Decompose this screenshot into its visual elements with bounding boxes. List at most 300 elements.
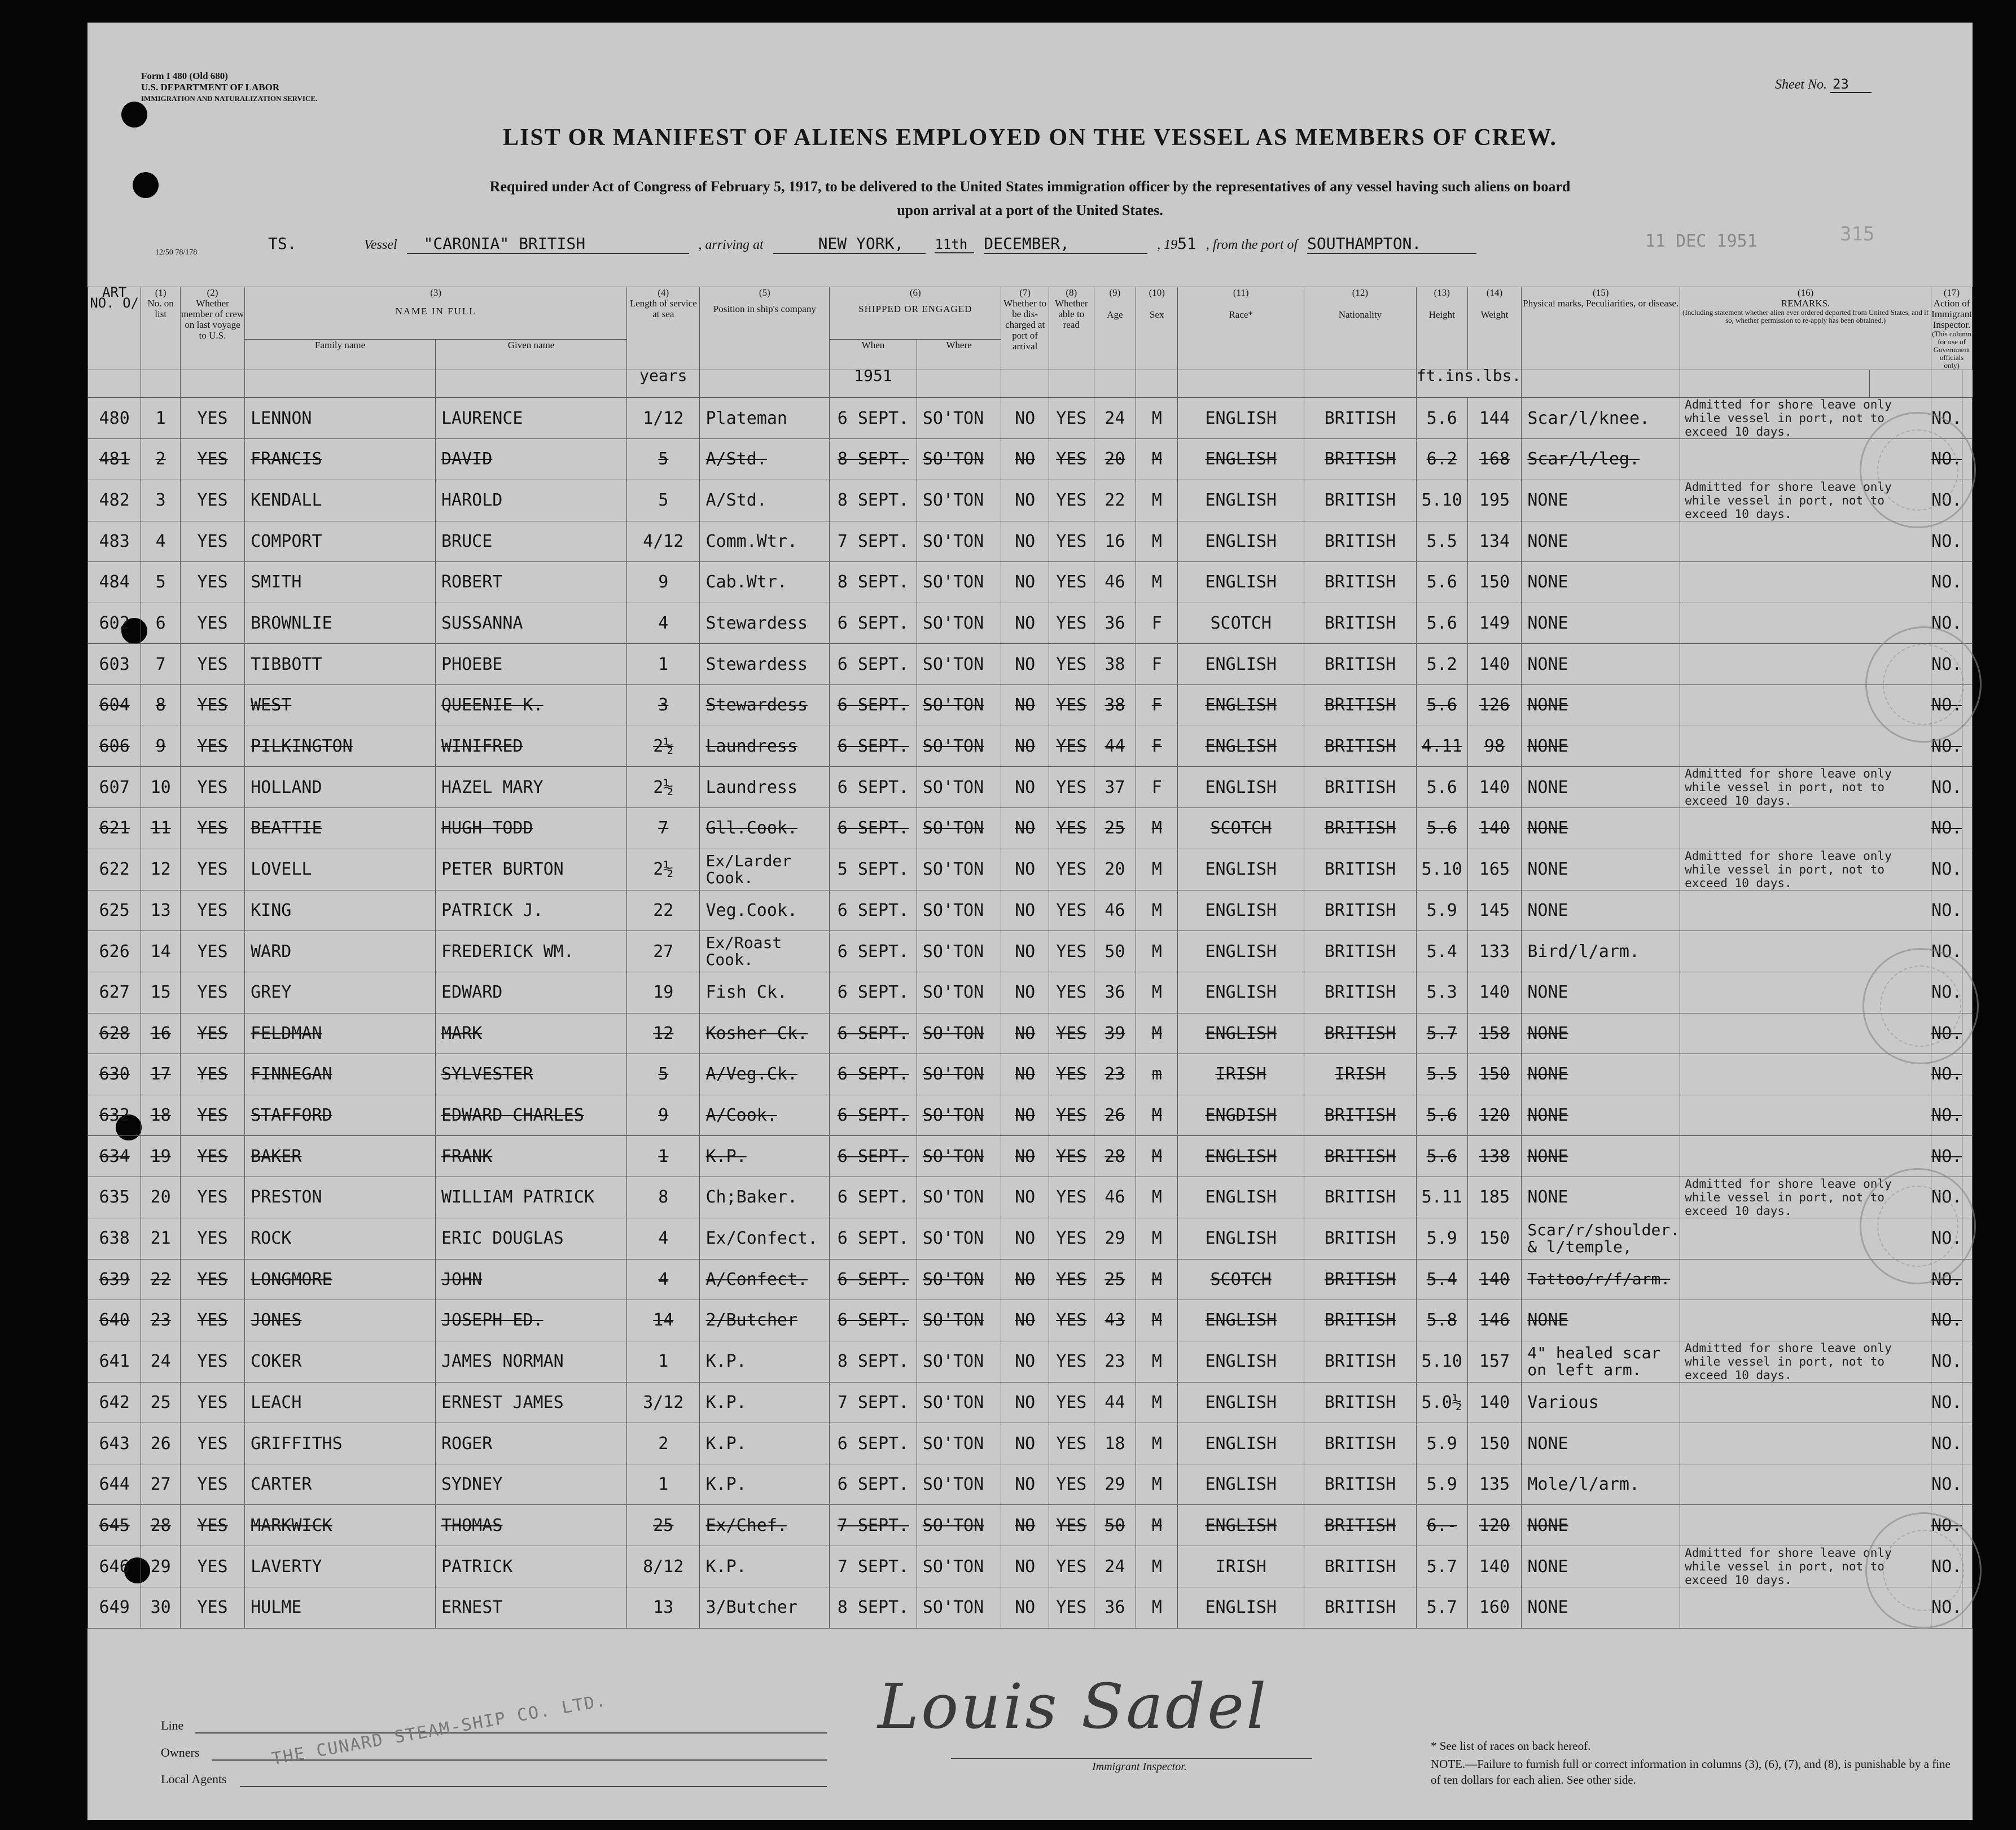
header-crew-member: (2) Whether member of crew on last voyage to U.S. xyxy=(180,287,244,370)
cell-able-to-read: YES xyxy=(1049,439,1094,480)
cell-inspector-action: NO. xyxy=(1931,767,1962,808)
cell-nationality: BRITISH xyxy=(1304,726,1416,767)
cell-shipped-when: 6 SEPT. xyxy=(830,1218,917,1259)
cell-age: 20 xyxy=(1094,849,1136,890)
department: U.S. DEPARTMENT OF LABOR xyxy=(141,82,280,93)
cell-blank xyxy=(1962,398,1973,439)
cell-art-no: 638 xyxy=(88,1218,141,1259)
cell-inspector-action: NO. xyxy=(1931,972,1962,1013)
cell-age: 36 xyxy=(1094,1587,1136,1629)
cell-given-name: SYDNEY xyxy=(435,1464,626,1505)
cell-position: Plateman xyxy=(700,398,830,439)
cell-weight: 168 xyxy=(1467,439,1522,480)
cell-family-name: GREY xyxy=(245,972,436,1013)
cell-sex: M xyxy=(1136,1259,1178,1300)
cell-age: 16 xyxy=(1094,521,1136,562)
cell-sex: M xyxy=(1136,890,1178,931)
cell-given-name: WINIFRED xyxy=(435,726,626,767)
cell-weight: 157 xyxy=(1467,1341,1522,1382)
cell-height: 5.10 xyxy=(1416,1341,1467,1382)
cell-able-to-read: YES xyxy=(1049,644,1094,685)
cell-position: Fish Ck. xyxy=(700,972,830,1013)
cell-nationality: BRITISH xyxy=(1304,1546,1416,1587)
table-row xyxy=(88,684,1973,726)
cell-age: 44 xyxy=(1094,726,1136,767)
cell-service-length: 2½ xyxy=(627,726,700,767)
cell-discharged: NO xyxy=(1001,1218,1049,1259)
cell-height: 5.0½ xyxy=(1416,1382,1467,1423)
cell-crew-member: YES xyxy=(180,521,244,562)
vessel-name: "CARONIA" BRITISH xyxy=(407,234,689,254)
cell-service-length: 5 xyxy=(627,439,700,480)
cell-position: K.P. xyxy=(700,1341,830,1382)
cell-inspector-action: NO. xyxy=(1931,1177,1962,1218)
cell-blank xyxy=(1962,1382,1973,1423)
cell-discharged: NO xyxy=(1001,1013,1049,1054)
cell-physical-marks: NONE xyxy=(1522,1505,1680,1546)
cell-weight: 185 xyxy=(1467,1177,1522,1218)
cell-race: ENGLISH xyxy=(1178,849,1304,890)
cell-position: Ch;Baker. xyxy=(700,1177,830,1218)
cell-shipped-when: 6 SEPT. xyxy=(830,1013,917,1054)
cell-list-no: 27 xyxy=(141,1464,181,1505)
cell-given-name: ROBERT xyxy=(435,562,626,603)
cell-position: Ex/Roast Cook. xyxy=(700,931,830,972)
cell-service-length: 19 xyxy=(627,972,700,1013)
cell-blank xyxy=(1962,1095,1973,1136)
cell-age: 20 xyxy=(1094,439,1136,480)
header-race: (11) Race* xyxy=(1178,287,1304,370)
cell-blank xyxy=(1962,603,1973,644)
cell-weight: 126 xyxy=(1467,684,1522,726)
cell-discharged: NO xyxy=(1001,521,1049,562)
cell-shipped-where: SO'TON xyxy=(917,1013,1001,1054)
cell-sex: M xyxy=(1136,1177,1178,1218)
cell-inspector-action: NO. xyxy=(1931,521,1962,562)
cell-given-name: SUSSANNA xyxy=(435,603,626,644)
cell-weight: 195 xyxy=(1467,480,1522,521)
cell-position: Comm.Wtr. xyxy=(700,521,830,562)
cell-able-to-read: YES xyxy=(1049,684,1094,726)
cell-shipped-when: 6 SEPT. xyxy=(830,398,917,439)
cell-shipped-where: SO'TON xyxy=(917,1505,1001,1546)
cell-crew-member: YES xyxy=(180,1259,244,1300)
cell-position: K.P. xyxy=(700,1546,830,1587)
cell-race: ENGLISH xyxy=(1178,890,1304,931)
subtitle-line-1: Required under Act of Congress of February 5, 1917, to be delivered to the United States immigration officer by the representatives of any vessel having such aliens on board xyxy=(489,178,1571,195)
form-number: Form I 480 (Old 680) xyxy=(141,71,228,81)
cell-nationality: BRITISH xyxy=(1304,890,1416,931)
cell-crew-member: YES xyxy=(180,849,244,890)
cell-shipped-where: SO'TON xyxy=(917,808,1001,849)
cell-sex: M xyxy=(1136,1218,1178,1259)
table-row xyxy=(88,1546,1973,1587)
cell-art-no: 628 xyxy=(88,1013,141,1054)
cell-race: ENGLISH xyxy=(1178,931,1304,972)
cell-inspector-action: NO. xyxy=(1931,1095,1962,1136)
cell-position: Stewardess xyxy=(700,644,830,685)
cell-able-to-read: YES xyxy=(1049,480,1094,521)
cell-sex: M xyxy=(1136,808,1178,849)
cell-shipped-when: 8 SEPT. xyxy=(830,562,917,603)
cell-inspector-action: NO. xyxy=(1931,1341,1962,1382)
cell-art-no: 622 xyxy=(88,849,141,890)
cell-shipped-when: 8 SEPT. xyxy=(830,1587,917,1629)
cell-service-length: 5 xyxy=(627,1054,700,1095)
cell-given-name: DAVID xyxy=(435,439,626,480)
cell-height: 5.10 xyxy=(1416,480,1467,521)
cell-height: 6.- xyxy=(1416,1505,1467,1546)
cell-weight: 120 xyxy=(1467,1095,1522,1136)
cell-sex: M xyxy=(1136,1423,1178,1464)
cell-service-length: 2½ xyxy=(627,849,700,890)
cell-race: ENGDISH xyxy=(1178,1095,1304,1136)
cell-age: 46 xyxy=(1094,890,1136,931)
cell-given-name: HUGH TODD xyxy=(435,808,626,849)
table-row xyxy=(88,398,1973,439)
cell-age: 28 xyxy=(1094,1136,1136,1177)
cell-crew-member: YES xyxy=(180,398,244,439)
cell-shipped-where: SO'TON xyxy=(917,1300,1001,1341)
cell-physical-marks: NONE xyxy=(1522,1546,1680,1587)
cell-height: 5.6 xyxy=(1416,1095,1467,1136)
table-row xyxy=(88,1464,1973,1505)
cell-sex: M xyxy=(1136,1136,1178,1177)
cell-sex: M xyxy=(1136,521,1178,562)
table-row xyxy=(88,849,1973,890)
cell-blank xyxy=(1962,1259,1973,1300)
cell-given-name: FREDERICK WM. xyxy=(435,931,626,972)
cell-physical-marks: 4" healed scar on left arm. xyxy=(1522,1341,1680,1382)
cell-race: ENGLISH xyxy=(1178,562,1304,603)
cell-race: ENGLISH xyxy=(1178,1013,1304,1054)
cell-position: Stewardess xyxy=(700,603,830,644)
cell-crew-member: YES xyxy=(180,1505,244,1546)
cell-service-length: 2 xyxy=(627,1423,700,1464)
cell-list-no: 19 xyxy=(141,1136,181,1177)
cell-position: Ex/Chef. xyxy=(700,1505,830,1546)
cell-race: ENGLISH xyxy=(1178,1218,1304,1259)
cell-physical-marks: NONE xyxy=(1522,521,1680,562)
cell-inspector-action: NO. xyxy=(1931,398,1962,439)
cell-nationality: BRITISH xyxy=(1304,644,1416,685)
cell-art-no: 639 xyxy=(88,1259,141,1300)
cell-discharged: NO xyxy=(1001,1423,1049,1464)
cell-position: Ex/Confect. xyxy=(700,1218,830,1259)
cell-blank xyxy=(1962,808,1973,849)
cell-art-no: 644 xyxy=(88,1464,141,1505)
inspector-signature-line xyxy=(951,1758,1312,1759)
cell-race: ENGLISH xyxy=(1178,644,1304,685)
cell-weight: 140 xyxy=(1467,644,1522,685)
cell-family-name: MARKWICK xyxy=(245,1505,436,1546)
cell-physical-marks: NONE xyxy=(1522,1095,1680,1136)
cell-shipped-where: SO'TON xyxy=(917,726,1001,767)
cell-art-no: 649 xyxy=(88,1587,141,1629)
cell-shipped-where: SO'TON xyxy=(917,1259,1001,1300)
cell-crew-member: YES xyxy=(180,439,244,480)
cell-physical-marks: NONE xyxy=(1522,767,1680,808)
cell-shipped-when: 6 SEPT. xyxy=(830,1177,917,1218)
cell-inspector-action: NO. xyxy=(1931,1300,1962,1341)
cell-weight: 140 xyxy=(1467,972,1522,1013)
cell-weight: 133 xyxy=(1467,931,1522,972)
cell-race: SCOTCH xyxy=(1178,1259,1304,1300)
cell-discharged: NO xyxy=(1001,1054,1049,1095)
cell-shipped-when: 6 SEPT. xyxy=(830,1136,917,1177)
cell-physical-marks: NONE xyxy=(1522,849,1680,890)
cell-family-name: PRESTON xyxy=(245,1177,436,1218)
cell-discharged: NO xyxy=(1001,1382,1049,1423)
cell-physical-marks: NONE xyxy=(1522,1423,1680,1464)
page-title: LIST OR MANIFEST OF ALIENS EMPLOYED ON THE VESSEL AS MEMBERS OF CREW. xyxy=(503,125,1557,151)
page-subtitle xyxy=(87,175,1973,222)
cell-family-name: COKER xyxy=(245,1341,436,1382)
cell-shipped-when: 6 SEPT. xyxy=(830,1464,917,1505)
cell-blank xyxy=(1962,767,1973,808)
cell-able-to-read: YES xyxy=(1049,931,1094,972)
cell-height: 6.2 xyxy=(1416,439,1467,480)
cell-nationality: BRITISH xyxy=(1304,1177,1416,1218)
cell-crew-member: YES xyxy=(180,1546,244,1587)
cell-height: 5.6 xyxy=(1416,684,1467,726)
cell-list-no: 2 xyxy=(141,439,181,480)
cell-given-name: QUEENIE K. xyxy=(435,684,626,726)
cell-service-length: 22 xyxy=(627,890,700,931)
header-able-to-read: (8) Whether able to read xyxy=(1049,287,1094,370)
cell-given-name: PETER BURTON xyxy=(435,849,626,890)
cell-sex: M xyxy=(1136,562,1178,603)
table-row xyxy=(88,808,1973,849)
agents-field xyxy=(240,1786,827,1787)
cell-discharged: NO xyxy=(1001,1464,1049,1505)
cell-shipped-when: 6 SEPT. xyxy=(830,644,917,685)
cell-discharged: NO xyxy=(1001,1300,1049,1341)
cell-crew-member: YES xyxy=(180,726,244,767)
cell-weight: 138 xyxy=(1467,1136,1522,1177)
cell-shipped-where: SO'TON xyxy=(917,972,1001,1013)
cell-service-length: 3/12 xyxy=(627,1382,700,1423)
cell-able-to-read: YES xyxy=(1049,1095,1094,1136)
cell-height: 5.4 xyxy=(1416,1259,1467,1300)
table-row xyxy=(88,1382,1973,1423)
year-suffix: 51 xyxy=(1177,234,1197,253)
line-field xyxy=(195,1732,827,1734)
cell-weight: 150 xyxy=(1467,562,1522,603)
cell-crew-member: YES xyxy=(180,1095,244,1136)
cell-race: ENGLISH xyxy=(1178,972,1304,1013)
cell-sex: M xyxy=(1136,1095,1178,1136)
cell-position: Veg.Cook. xyxy=(700,890,830,931)
cell-discharged: NO xyxy=(1001,603,1049,644)
cell-physical-marks: Various xyxy=(1522,1382,1680,1423)
cell-shipped-when: 7 SEPT. xyxy=(830,521,917,562)
cell-position: K.P. xyxy=(700,1464,830,1505)
header-art-no: ART NO. O/ xyxy=(88,287,141,370)
cell-given-name: PATRICK J. xyxy=(435,890,626,931)
cell-discharged: NO xyxy=(1001,480,1049,521)
cell-list-no: 20 xyxy=(141,1177,181,1218)
cell-shipped-where: SO'TON xyxy=(917,480,1001,521)
cell-crew-member: YES xyxy=(180,1382,244,1423)
cell-sex: M xyxy=(1136,1382,1178,1423)
cell-given-name: EDWARD CHARLES xyxy=(435,1095,626,1136)
cell-shipped-when: 6 SEPT. xyxy=(830,603,917,644)
cell-able-to-read: YES xyxy=(1049,1505,1094,1546)
subtitle-line-2: upon arrival at a port of the United States. xyxy=(897,202,1163,218)
cell-list-no: 3 xyxy=(141,480,181,521)
cell-shipped-where: SO'TON xyxy=(917,684,1001,726)
cell-weight: 165 xyxy=(1467,849,1522,890)
cell-able-to-read: YES xyxy=(1049,521,1094,562)
cell-physical-marks: NONE xyxy=(1522,562,1680,603)
cell-inspector-action: NO. xyxy=(1931,1054,1962,1095)
unit-year: 1951 xyxy=(830,370,917,398)
cell-physical-marks: Scar/l/leg. xyxy=(1522,439,1680,480)
cell-art-no: 604 xyxy=(88,684,141,726)
cell-remarks xyxy=(1680,562,1931,603)
cell-age: 24 xyxy=(1094,398,1136,439)
cell-nationality: BRITISH xyxy=(1304,1300,1416,1341)
cell-inspector-action: NO. xyxy=(1931,562,1962,603)
from-port: SOUTHAMPTON. xyxy=(1307,234,1476,254)
cell-service-length: 4/12 xyxy=(627,521,700,562)
cell-weight: 120 xyxy=(1467,1505,1522,1546)
cell-crew-member: YES xyxy=(180,1464,244,1505)
cell-age: 37 xyxy=(1094,767,1136,808)
cell-position: Laundress xyxy=(700,767,830,808)
cell-shipped-when: 5 SEPT. xyxy=(830,849,917,890)
cell-given-name: JAMES NORMAN xyxy=(435,1341,626,1382)
cell-list-no: 23 xyxy=(141,1300,181,1341)
cell-service-length: 3 xyxy=(627,684,700,726)
header-row-top xyxy=(88,287,1973,340)
cell-nationality: BRITISH xyxy=(1304,480,1416,521)
cell-given-name: ERIC DOUGLAS xyxy=(435,1218,626,1259)
cell-shipped-when: 6 SEPT. xyxy=(830,972,917,1013)
cell-inspector-action: NO. xyxy=(1931,1505,1962,1546)
cell-nationality: BRITISH xyxy=(1304,1423,1416,1464)
cell-inspector-action: NO. xyxy=(1931,1587,1962,1629)
cell-discharged: NO xyxy=(1001,562,1049,603)
cell-service-length: 25 xyxy=(627,1505,700,1546)
cell-physical-marks: Mole/l/arm. xyxy=(1522,1464,1680,1505)
cell-family-name: COMPORT xyxy=(245,521,436,562)
cell-discharged: NO xyxy=(1001,1587,1049,1629)
cell-race: IRISH xyxy=(1178,1054,1304,1095)
cell-shipped-where: SO'TON xyxy=(917,521,1001,562)
table-row xyxy=(88,972,1973,1013)
sheet-number: 23 xyxy=(1830,76,1872,93)
cell-given-name: HAZEL MARY xyxy=(435,767,626,808)
arrival-day: 11th xyxy=(935,236,974,253)
cell-list-no: 12 xyxy=(141,849,181,890)
cell-list-no: 8 xyxy=(141,684,181,726)
cell-nationality: BRITISH xyxy=(1304,931,1416,972)
cell-given-name: EDWARD xyxy=(435,972,626,1013)
cell-discharged: NO xyxy=(1001,808,1049,849)
cell-shipped-when: 6 SEPT. xyxy=(830,1095,917,1136)
cell-able-to-read: YES xyxy=(1049,1300,1094,1341)
cell-blank xyxy=(1962,1464,1973,1505)
header-sex: (10) Sex xyxy=(1136,287,1178,370)
cell-shipped-when: 6 SEPT. xyxy=(830,1423,917,1464)
cell-shipped-when: 7 SEPT. xyxy=(830,1505,917,1546)
inspection-seal xyxy=(1860,412,1976,528)
cell-art-no: 632 xyxy=(88,1095,141,1136)
cell-family-name: FELDMAN xyxy=(245,1013,436,1054)
voyage-line xyxy=(268,234,297,253)
cell-age: 23 xyxy=(1094,1054,1136,1095)
cell-weight: 140 xyxy=(1467,808,1522,849)
cell-service-length: 1 xyxy=(627,1464,700,1505)
cell-inspector-action: NO. xyxy=(1931,849,1962,890)
header-when: When xyxy=(830,340,917,370)
header-shipped: (6) SHIPPED OR ENGAGED xyxy=(830,287,1001,340)
table-row xyxy=(88,439,1973,480)
cell-blank xyxy=(1962,1054,1973,1095)
cell-weight: 140 xyxy=(1467,1546,1522,1587)
sheet-number-field xyxy=(1775,76,1872,93)
cell-family-name: WEST xyxy=(245,684,436,726)
cell-physical-marks: NONE xyxy=(1522,1054,1680,1095)
race-note: * See list of races on back hereof. xyxy=(1431,1739,1591,1753)
cell-inspector-action: NO. xyxy=(1931,808,1962,849)
cell-age: 36 xyxy=(1094,972,1136,1013)
cell-art-no: 484 xyxy=(88,562,141,603)
cell-crew-member: YES xyxy=(180,767,244,808)
cell-blank xyxy=(1962,562,1973,603)
cell-race: ENGLISH xyxy=(1178,439,1304,480)
cell-given-name: JOHN xyxy=(435,1259,626,1300)
cell-family-name: FINNEGAN xyxy=(245,1054,436,1095)
cell-remarks xyxy=(1680,890,1931,931)
cell-shipped-where: SO'TON xyxy=(917,1095,1001,1136)
cell-given-name: LAURENCE xyxy=(435,398,626,439)
cell-able-to-read: YES xyxy=(1049,1177,1094,1218)
cell-age: 26 xyxy=(1094,1095,1136,1136)
cell-weight: 150 xyxy=(1467,1423,1522,1464)
cell-nationality: BRITISH xyxy=(1304,684,1416,726)
cell-family-name: TIBBOTT xyxy=(245,644,436,685)
owners-label: Owners xyxy=(161,1745,200,1759)
cell-age: 50 xyxy=(1094,931,1136,972)
cell-given-name: THOMAS xyxy=(435,1505,626,1546)
cell-nationality: BRITISH xyxy=(1304,1136,1416,1177)
cell-position: A/Confect. xyxy=(700,1259,830,1300)
cell-weight: 135 xyxy=(1467,1464,1522,1505)
cell-able-to-read: YES xyxy=(1049,562,1094,603)
line-label: Line xyxy=(161,1718,184,1732)
cell-race: SCOTCH xyxy=(1178,808,1304,849)
cell-shipped-where: SO'TON xyxy=(917,1423,1001,1464)
cell-sex: M xyxy=(1136,439,1178,480)
cell-shipped-where: SO'TON xyxy=(917,562,1001,603)
cell-age: 43 xyxy=(1094,1300,1136,1341)
cell-age: 25 xyxy=(1094,1259,1136,1300)
cell-weight: 146 xyxy=(1467,1300,1522,1341)
cell-art-no: 625 xyxy=(88,890,141,931)
cell-family-name: LENNON xyxy=(245,398,436,439)
cell-shipped-when: 8 SEPT. xyxy=(830,480,917,521)
cell-able-to-read: YES xyxy=(1049,726,1094,767)
cell-family-name: SMITH xyxy=(245,562,436,603)
cell-shipped-where: SO'TON xyxy=(917,849,1001,890)
cell-family-name: LAVERTY xyxy=(245,1546,436,1587)
cell-age: 29 xyxy=(1094,1218,1136,1259)
table-row xyxy=(88,1587,1973,1629)
cell-able-to-read: YES xyxy=(1049,767,1094,808)
